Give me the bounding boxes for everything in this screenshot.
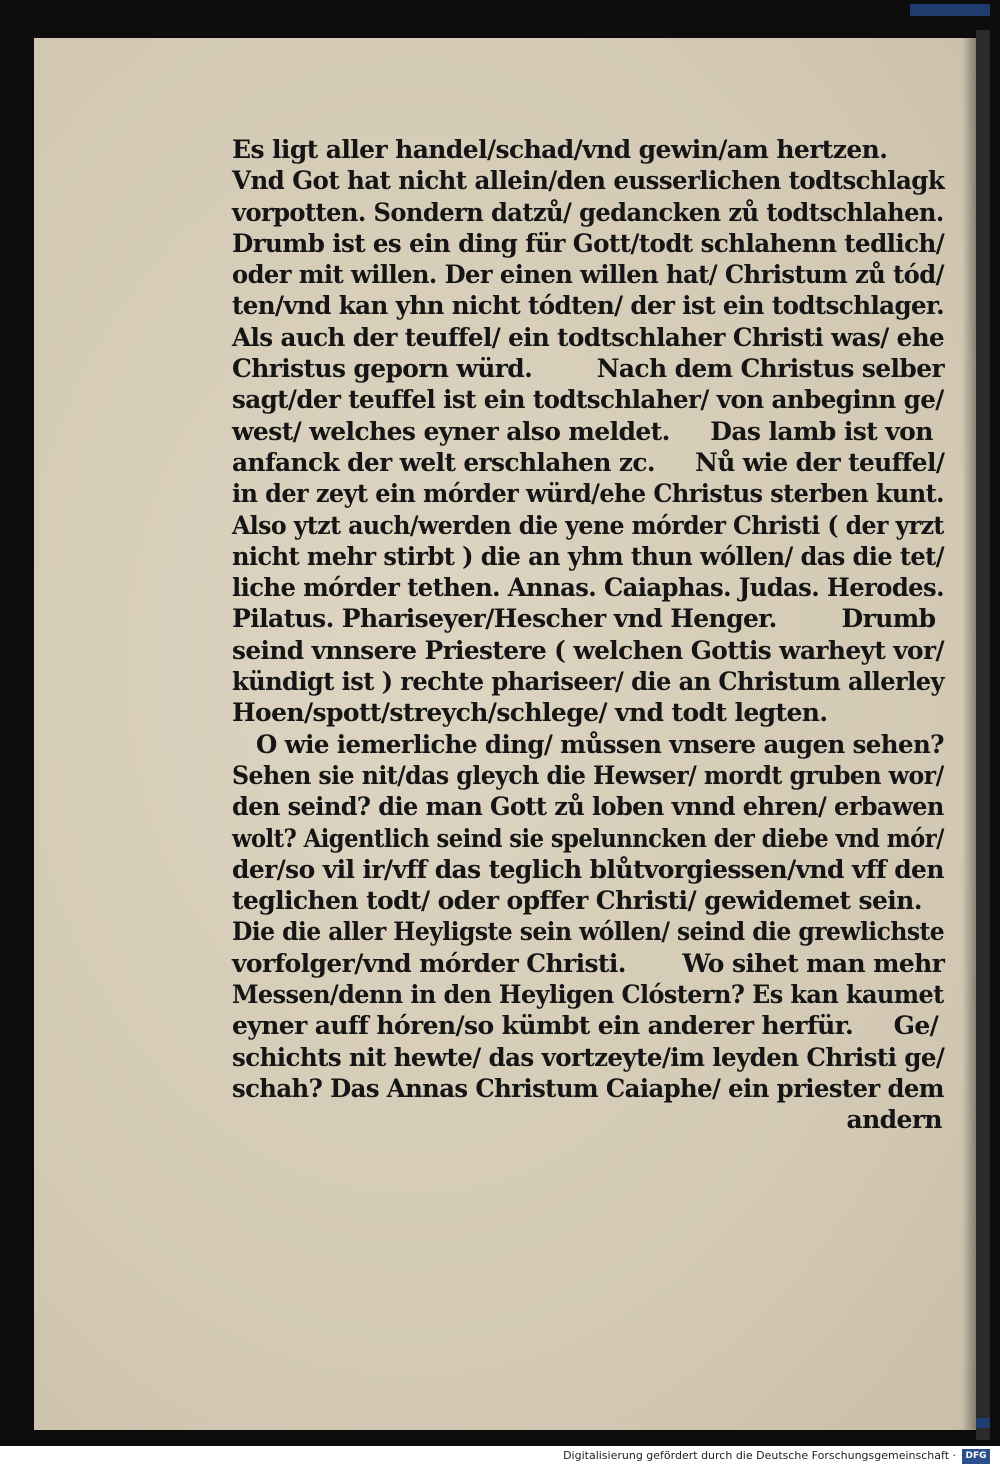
text-line: Vnd Got hat nicht allein/den eusserlichen todtschlagk [232, 166, 945, 196]
text-line: oder mit willen. Der einen willen hat/ Christum zů tód/ [232, 260, 944, 290]
text-line: eyner auff hóren/so kümbt ein anderer herfür. Ge/ [232, 1011, 939, 1041]
footer-bar [0, 1446, 1000, 1468]
book-edge [976, 30, 990, 1440]
text-line: in der zeyt ein mórder würd/ehe Christus sterben kunt. [232, 479, 944, 509]
text-line: ten/vnd kan yhn nicht tódten/ der ist ein todtschlager. [232, 291, 945, 321]
text-line: west/ welches eyner also meldet. Das lamb ist von [232, 416, 933, 446]
text-line: Also ytzt auch/werden die yene mórder Christi ( der yrzt [232, 510, 944, 540]
text-line: wolt? Aigentlich seind sie spelunncken der diebe vnd mór/ [232, 823, 944, 853]
page-gutter-shadow [962, 38, 976, 1430]
scan-color-bar [910, 4, 990, 16]
text-line: Die die aller Heyligste sein wóllen/ seind die grewlichste [232, 917, 945, 947]
text-line: Es ligt aller handel/schad/vnd gewin/am hertzen. [232, 135, 888, 164]
text-line: Drumb ist es ein ding für Gott/todt schlahenn tedlich/ [232, 228, 945, 258]
text-line: den seind? die man Gott zů loben vnnd ehren/ erbawen [232, 792, 944, 822]
text-line: der/so vil ir/vff das teglich blůtvorgiessen/vnd vff den [232, 854, 944, 884]
text-line: vorpotten. Sondern datzů/ gedancken zů todtschlahen. [232, 197, 944, 227]
text-line: vorfolger/vnd mórder Christi. Wo sihet man mehr [232, 948, 945, 978]
catchword: andern [846, 1105, 942, 1135]
text-line: sagt/der teuffel ist ein todtschlaher/ von anbeginn ge/ [232, 385, 944, 415]
dfg-logo-icon: DFG [962, 1449, 990, 1464]
text-line: schichts nit hewte/ das vortzeyte/im leyden Christi ge/ [232, 1042, 945, 1072]
text-line: kündigt ist ) rechte phariseer/ die an Christum allerley [232, 667, 944, 697]
text-line: anfanck der welt erschlahen zc. Nů wie der teuffel/ [232, 447, 945, 477]
text-line: Sehen sie nit/das gleych die Hewser/ mordt gruben wor/ [232, 760, 944, 790]
text-line: teglichen todt/ oder opffer Christi/ gewidemet sein. [232, 886, 922, 916]
text-line: Christus geporn würd. Nach dem Christus selber [232, 354, 944, 384]
text-line-paragraph-start: O wie iemerliche ding/ můssen vnsere augen sehen? [256, 729, 944, 759]
text-line: seind vnnsere Priestere ( welchen Gottis warheyt vor/ [232, 635, 944, 665]
text-line: Messen/denn in den Heyligen Clóstern? Es kan kaumet [232, 980, 944, 1010]
printed-text-block [232, 134, 952, 1136]
text-line: schah? Das Annas Christum Caiaphe/ ein priester dem [232, 1073, 944, 1103]
text-line: Als auch der teuffel/ ein todtschlaher Christi was/ ehe [232, 322, 945, 352]
text-line: Pilatus. Phariseyer/Hescher vnd Henger. Drumb [232, 604, 936, 634]
text-line: nicht mehr stirbt ) die an yhm thun wóllen/ das die tet/ [232, 541, 944, 571]
text-line: liche mórder tethen. Annas. Caiaphas. Judas. Herodes. [232, 573, 944, 603]
text-line: Hoen/spott/streych/schlege/ vnd todt legten. [232, 698, 828, 728]
funding-credit: Digitalisierung gefördert durch die Deutsche Forschungsgemeinschaft · [563, 1449, 956, 1462]
